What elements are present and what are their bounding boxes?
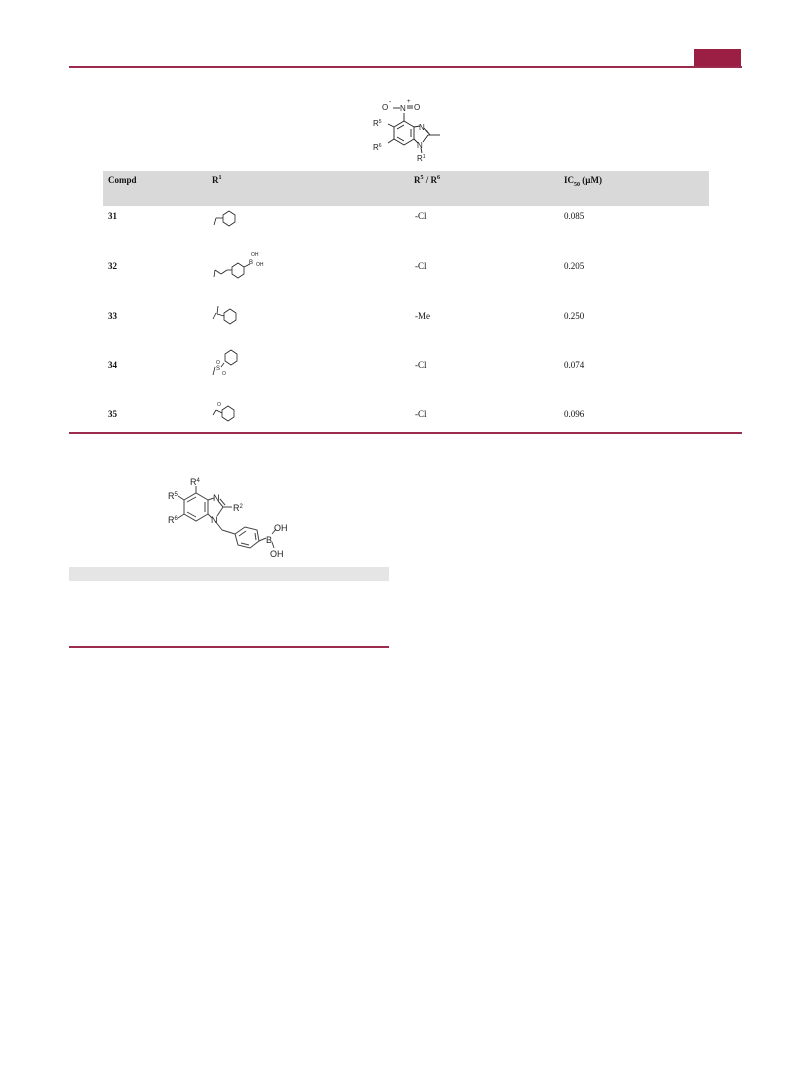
- row-34-ic50: 0.074: [564, 360, 585, 370]
- row-34-o2-label: O: [222, 371, 226, 377]
- header-r5-r6: $R^5 / R^6$: [414, 175, 440, 185]
- benzoyl-substituent-icon: [210, 398, 246, 426]
- label-n3: N: [419, 123, 425, 132]
- label-n-nitro: N: [400, 104, 406, 113]
- row-32-oh2-label: OH: [256, 262, 264, 268]
- row-31-ic50: 0.085: [564, 211, 585, 221]
- row-31-compd: 31: [108, 211, 117, 221]
- row-33-r5-r6: -Me: [415, 311, 430, 321]
- row-31-r5-r6: -Cl: [415, 211, 427, 221]
- label-n3: N: [213, 493, 220, 503]
- benzyl-substituent-icon: [210, 205, 244, 227]
- row-35-ic50: 0.096: [564, 409, 585, 419]
- row-34-s-label: S: [216, 366, 221, 372]
- header-ic50: $IC_{50}$ (µM): [564, 175, 602, 188]
- page-number-tab: [694, 49, 741, 66]
- table-bottom-rule: [69, 432, 742, 434]
- second-table-bottom-rule: [69, 646, 389, 648]
- header-rule: [69, 66, 742, 68]
- label-b: B: [266, 535, 273, 545]
- label-minus: -: [389, 99, 392, 106]
- row-34-compd: 34: [108, 360, 117, 370]
- header-compd: Compd: [108, 175, 137, 185]
- label-r1: $R^1$: [417, 154, 426, 163]
- row-32-ic50: 0.205: [564, 261, 585, 271]
- benzylboronic-acid-scaffold-structure: [160, 476, 300, 564]
- label-r2: $R^2$: [233, 503, 243, 513]
- row-32-oh1-label: OH: [251, 252, 259, 258]
- label-r6: $R^6$: [168, 515, 178, 525]
- label-o1: O: [382, 103, 389, 112]
- row-32-compd: 32: [108, 261, 117, 271]
- row-33-ic50: 0.250: [564, 311, 585, 321]
- row-34-o1-label: O: [216, 360, 220, 366]
- label-o2: O: [414, 103, 421, 112]
- methylbenzyl-substituent-icon: [210, 300, 246, 328]
- second-table-header: [69, 567, 389, 581]
- label-n1: N: [211, 515, 218, 525]
- row-35-r5-r6: -Cl: [415, 409, 427, 419]
- header-r1: $R^1$: [212, 175, 222, 185]
- row-35-o-label: O: [217, 402, 221, 408]
- label-oh2: OH: [270, 549, 284, 559]
- row-35-compd: 35: [108, 409, 117, 419]
- label-r5: $R^5$: [373, 119, 382, 128]
- row-32-r5-r6: -Cl: [415, 261, 427, 271]
- label-plus: +: [407, 99, 411, 105]
- row-34-r5-r6: -Cl: [415, 360, 427, 370]
- label-oh1: OH: [274, 523, 288, 533]
- label-r4: $R^4$: [190, 477, 200, 487]
- row-32-boron-label: B: [249, 260, 254, 266]
- table-header: [103, 171, 709, 206]
- label-n1: N: [417, 141, 423, 150]
- label-r6: $R^6$: [373, 143, 382, 152]
- label-r5: $R^5$: [168, 491, 178, 501]
- benzimidazole-scaffold-structure: [360, 95, 460, 167]
- row-33-compd: 33: [108, 311, 117, 321]
- phenylpropyl-boronic-acid-substituent-icon: [210, 250, 272, 280]
- phenylsulfonyl-substituent-icon: [210, 348, 246, 378]
